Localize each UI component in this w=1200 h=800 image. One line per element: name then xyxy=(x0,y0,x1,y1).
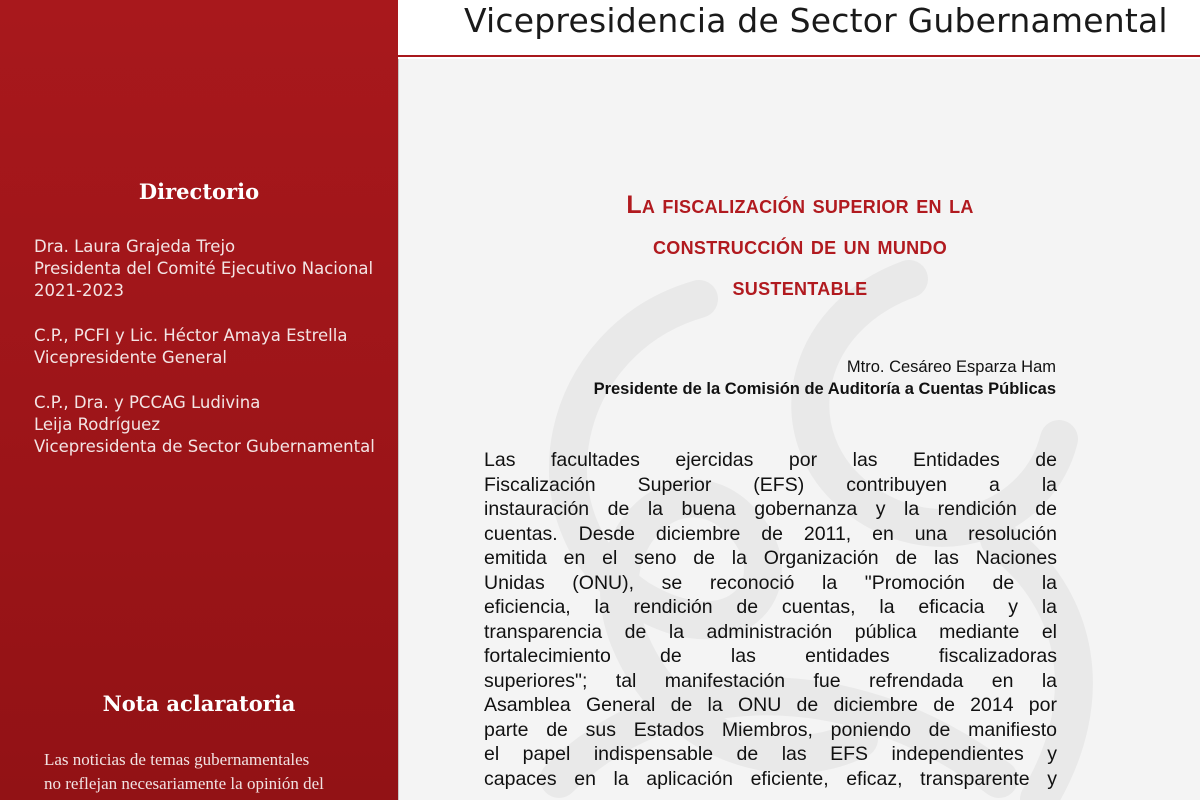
member-line: Leija Rodríguez xyxy=(34,415,160,434)
directorio-member-vicepresidenta xyxy=(34,392,394,458)
body-line: Las facultades ejercidas por las Entidades de xyxy=(484,449,1057,471)
body-line: Asamblea General de la ONU de diciembre de 2014 por xyxy=(484,694,1057,716)
body-line: el papel indispensable de las EFS independientes y xyxy=(484,743,1057,765)
article-title-line: sustentable xyxy=(732,273,868,301)
body-line: emitida en el seno de la Organización de las Naciones xyxy=(484,547,1057,569)
member-line: 2021-2023 xyxy=(34,281,124,300)
article-panel xyxy=(398,59,1200,800)
article-body xyxy=(484,448,1057,791)
sidebar xyxy=(0,0,398,800)
body-line: fortalecimiento de las entidades fiscalizadoras xyxy=(484,645,1057,667)
body-line: superiores"; tal manifestación fue refrendada en la xyxy=(484,669,1057,692)
article-title-line: La fiscalización superior en la xyxy=(626,191,974,219)
header-title: Vicepresidencia de Sector Gubernamental xyxy=(464,1,1168,40)
article-title-line: construcción de un mundo xyxy=(652,232,948,260)
member-line: C.P., Dra. y PCCAG Ludivina xyxy=(34,393,261,412)
header-banner xyxy=(398,0,1200,57)
body-line: capaces en la aplicación eficiente, eficaz, transparente y xyxy=(484,767,1057,790)
member-line: Presidenta del Comité Ejecutivo Nacional xyxy=(34,259,374,278)
directorio-member-vicepresidente xyxy=(34,325,394,369)
author-role: Presidente de la Comisión de Auditoría a Cuentas Públicas xyxy=(593,380,1056,398)
directorio-member-presidenta xyxy=(34,236,394,302)
body-line: transparencia de la administración pública mediante el xyxy=(484,620,1057,643)
member-line: Vicepresidenta de Sector Gubernamental xyxy=(34,437,375,456)
body-line: Unidas (ONU), se reconoció la "Promoción de la xyxy=(484,571,1057,594)
body-line: parte de sus Estados Miembros, poniendo de manifiesto xyxy=(484,718,1057,741)
author-name: Mtro. Cesáreo Esparza Ham xyxy=(846,358,1056,376)
body-line: eficiencia, la rendición de cuentas, la eficacia y la xyxy=(484,596,1057,618)
article-author xyxy=(594,356,1056,400)
member-line: Vicepresidente General xyxy=(34,348,227,367)
nota-line: no reflejan necesariamente la opinión del xyxy=(44,774,324,793)
article-title xyxy=(399,185,1200,308)
nota-aclaratoria-heading: Nota aclaratoria xyxy=(102,691,296,716)
body-line: instauración de la buena gobernanza y la rendición de xyxy=(484,498,1057,520)
member-line: Dra. Laura Grajeda Trejo xyxy=(34,237,236,256)
member-line: C.P., PCFI y Lic. Héctor Amaya Estrella xyxy=(34,326,348,345)
directorio-heading: Directorio xyxy=(138,179,260,204)
body-line: cuentas. Desde diciembre de 2011, en una resolución xyxy=(484,522,1057,545)
nota-aclaratoria-text xyxy=(44,748,364,796)
body-line: Fiscalización Superior (EFS) contribuyen a la xyxy=(484,473,1057,496)
nota-line: Las noticias de temas gubernamentales xyxy=(44,750,310,769)
